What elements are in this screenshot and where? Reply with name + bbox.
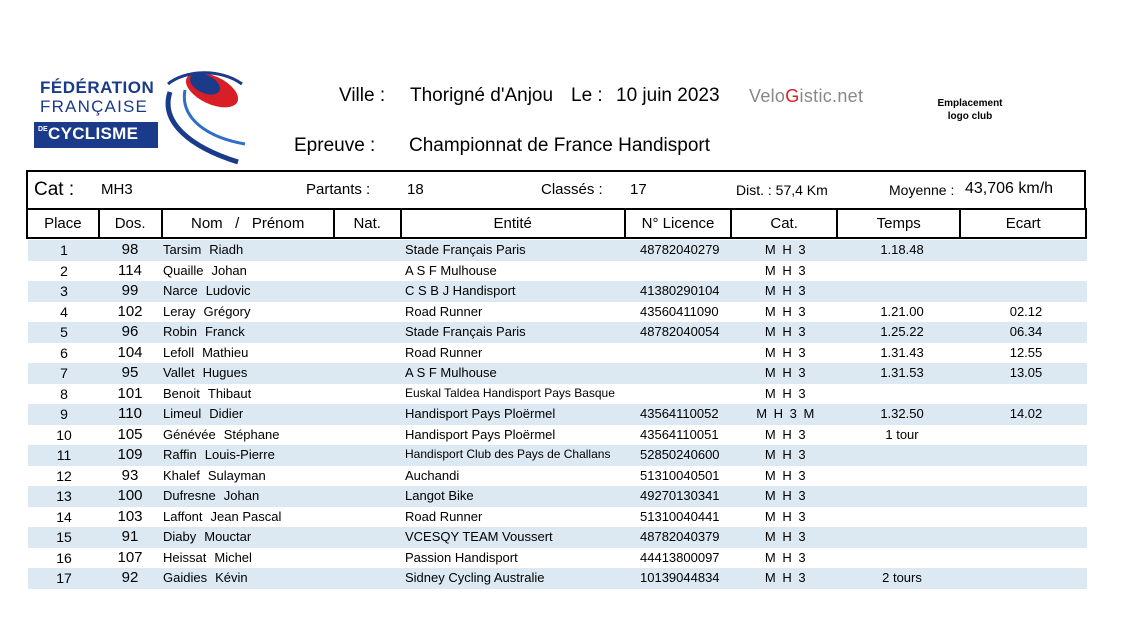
cyclist-swoosh-icon	[150, 62, 260, 167]
place-cell: 16	[56, 549, 72, 566]
table-row	[28, 343, 1087, 364]
nom-prenom-cell	[163, 283, 251, 298]
prenom-text: Mouctar	[204, 529, 252, 544]
temps-cell: 1.31.53	[880, 365, 924, 380]
dos-cell: 110	[118, 405, 142, 422]
prenom-text: Didier	[209, 406, 244, 421]
cat-cell: M H 3	[764, 447, 808, 462]
nom-prenom-cell	[163, 468, 266, 483]
velogistic-brand	[749, 86, 863, 107]
results-table	[28, 240, 1087, 589]
nom-prenom-cell	[163, 345, 248, 360]
nom-prenom-cell	[163, 263, 247, 278]
table-row	[28, 281, 1087, 302]
place-cell: 14	[56, 508, 72, 525]
entite-cell: Handisport Pays Ploërmel	[405, 426, 556, 442]
place-cell: 11	[56, 447, 72, 463]
place-cell: 9	[60, 406, 68, 422]
dos-cell: 103	[117, 507, 143, 525]
prenom-text: Mathieu	[202, 344, 249, 360]
table-row	[28, 240, 1087, 261]
nom-prenom-cell	[163, 550, 252, 565]
nom-text: Lefoll	[163, 344, 195, 360]
cat-cell: M H 3	[764, 529, 808, 544]
entite-cell: Passion Handisport	[405, 549, 518, 565]
temps-cell: 1.32.50	[880, 406, 924, 421]
licence-cell: 51310040501	[640, 467, 720, 483]
place-cell: 5	[60, 324, 68, 340]
table-row	[28, 445, 1087, 466]
table-row	[28, 322, 1087, 343]
table-row	[28, 568, 1087, 589]
moyenne-label: Moyenne :	[889, 182, 955, 198]
table-row	[28, 261, 1087, 282]
table-row	[28, 527, 1087, 548]
entite-cell: Stade Français Paris	[405, 324, 526, 339]
club-logo-placeholder	[910, 97, 1030, 123]
ecart-cell: 13.05	[1009, 365, 1043, 380]
cat-value: MH3	[101, 181, 133, 198]
nom-prenom-cell	[163, 386, 251, 401]
table-row	[28, 507, 1087, 528]
dos-cell: 109	[117, 446, 143, 463]
ville-label: Ville :	[339, 85, 386, 106]
prenom-text: Franck	[204, 324, 245, 339]
club-line-1: Emplacement	[937, 98, 1003, 109]
moyenne-value: 43,706 km/h	[965, 180, 1054, 197]
column-header	[26, 208, 1087, 239]
brand-part-1: Velo	[749, 86, 786, 106]
nom-text: Génévée	[163, 426, 216, 442]
nom-text: Tarsim	[163, 242, 202, 257]
table-row	[28, 466, 1087, 487]
entite-cell: Handisport Pays Ploërmel	[405, 406, 556, 421]
place-cell: 15	[56, 529, 72, 545]
cat-cell: M H 3	[764, 467, 808, 483]
nom-prenom-cell	[163, 509, 281, 524]
dos-cell: 99	[121, 282, 139, 299]
prenom-text: Michel	[214, 549, 252, 565]
nom-text: Khalef	[163, 467, 200, 483]
table-row	[28, 548, 1087, 569]
licence-cell: 43560411090	[640, 303, 719, 319]
entite-cell: Euskal Taldea Handisport Pays Basque	[405, 385, 615, 400]
nom-text: Laffont	[163, 508, 203, 524]
epreuve-value: Championnat de France Handisport	[409, 135, 711, 156]
nom-prenom-cell	[163, 304, 251, 319]
entite-cell: Auchandi	[405, 467, 460, 483]
dos-cell: 98	[121, 241, 139, 258]
logo-line-federation: FÉDÉRATION	[40, 78, 155, 97]
temps-cell: 1.18.48	[880, 242, 924, 257]
ville-value: Thorigné d'Anjou	[410, 85, 554, 106]
cat-cell: M H 3	[764, 426, 808, 442]
place-cell: 2	[60, 262, 68, 279]
cat-cell: M H 3	[764, 385, 808, 401]
classes-label: Classés :	[541, 181, 603, 198]
nom-prenom-cell	[163, 488, 259, 503]
cat-cell: M H 3	[764, 242, 808, 257]
cat-cell: M H 3	[764, 303, 808, 319]
entite-cell: A S F Mulhouse	[405, 262, 497, 278]
table-row	[28, 302, 1087, 323]
cat-cell: M H 3 M	[756, 406, 816, 421]
temps-cell: 1.25.22	[880, 324, 924, 339]
nom-text: Leray	[163, 303, 196, 319]
col-entite: Entité	[402, 210, 626, 237]
cat-cell: M H 3	[764, 549, 808, 565]
place-cell: 17	[56, 570, 72, 586]
entite-cell: Sidney Cycling Australie	[405, 570, 545, 585]
distance: Dist. : 57,4 Km	[736, 182, 828, 198]
entite-cell: VCESQY TEAM Voussert	[405, 529, 553, 544]
nom-prenom-cell	[163, 427, 279, 442]
col-ecart: Ecart	[1005, 215, 1041, 232]
dos-cell: 95	[121, 364, 139, 381]
licence-cell: 41380290104	[640, 283, 720, 298]
category-band	[26, 170, 1086, 208]
col-place: Place	[28, 210, 100, 237]
place-cell: 13	[56, 488, 72, 504]
nom-text: Vallet	[163, 365, 195, 380]
temps-cell: 1.31.43	[880, 344, 924, 360]
licence-cell: 48782040054	[640, 324, 720, 339]
licence-cell: 44413800097	[640, 549, 720, 565]
dos-cell: 114	[118, 261, 142, 279]
ecart-cell: 14.02	[1009, 406, 1043, 421]
cat-cell: M H 3	[764, 570, 808, 585]
dos-cell: 100	[117, 487, 143, 504]
partants-label: Partants :	[306, 181, 371, 198]
place-cell: 7	[60, 365, 68, 381]
entite-cell: Road Runner	[405, 508, 483, 524]
temps-cell: 1 tour	[885, 426, 919, 442]
club-line-2: logo club	[947, 111, 993, 122]
dos-cell: 102	[117, 302, 143, 320]
partants-value: 18	[407, 181, 424, 198]
ecart-cell: 06.34	[1009, 324, 1043, 339]
logo-de: DE	[38, 126, 48, 133]
place-cell: 8	[60, 385, 68, 402]
table-row	[28, 486, 1087, 507]
place-cell: 6	[60, 344, 68, 361]
ecart-cell: 12.55	[1009, 344, 1043, 360]
logo-line-francaise: FRANÇAISE	[40, 97, 149, 116]
nom-text: Limeul	[163, 406, 202, 421]
dos-cell: 93	[121, 466, 139, 484]
dos-cell: 92	[121, 569, 139, 586]
entite-cell: Langot Bike	[405, 488, 474, 503]
nom-text: Benoit	[163, 385, 200, 401]
nom-prenom-cell	[163, 242, 243, 257]
prenom-text: Stéphane	[223, 426, 280, 442]
dos-cell: 91	[121, 528, 139, 545]
cat-cell: M H 3	[764, 488, 808, 503]
cat-cell: M H 3	[764, 324, 808, 339]
place-cell: 4	[60, 303, 68, 320]
col-nom-prenom: Nom / Prénom	[163, 210, 335, 237]
prenom-text: Johan	[211, 262, 247, 278]
nom-prenom-cell	[163, 365, 247, 380]
licence-cell: 10139044834	[640, 570, 720, 585]
col-temps: Temps	[838, 210, 962, 237]
table-row	[28, 425, 1087, 446]
table-row	[28, 363, 1087, 384]
brand-part-3: istic.net	[799, 86, 864, 106]
temps-cell: 1.21.00	[880, 303, 924, 319]
cat-label: Cat :	[34, 179, 75, 200]
col-nat: Nat.	[335, 210, 402, 237]
table-row	[28, 404, 1087, 425]
ecart-cell: 02.12	[1009, 303, 1043, 319]
prenom-text: Jean Pascal	[210, 508, 282, 524]
prenom-text: Ludovic	[205, 283, 251, 298]
entite-cell: C S B J Handisport	[405, 283, 516, 298]
nom-prenom-cell	[163, 324, 245, 339]
nom-prenom-cell	[163, 406, 243, 421]
cat-cell: M H 3	[764, 344, 808, 360]
entite-cell: Road Runner	[405, 303, 483, 319]
licence-cell: 49270130341	[640, 488, 720, 503]
prenom-text: Louis-Pierre	[204, 447, 275, 462]
dos-cell: 101	[117, 384, 143, 402]
nom-text: Gaidies	[163, 570, 208, 585]
classes-value: 17	[630, 181, 647, 198]
cat-cell: M H 3	[764, 283, 808, 298]
licence-cell: 43564110051	[640, 426, 719, 442]
licence-cell: 48782040279	[640, 242, 720, 257]
prenom-text: Kévin	[215, 570, 248, 585]
prenom-text: Johan	[223, 488, 260, 503]
entite-cell: Stade Français Paris	[405, 242, 526, 257]
prenom-text: Riadh	[209, 242, 244, 257]
ffc-logo	[30, 62, 265, 167]
nom-prenom-cell	[163, 529, 251, 544]
cat-cell: M H 3	[764, 262, 808, 278]
licence-cell: 48782040379	[640, 529, 720, 544]
dos-cell: 107	[117, 548, 143, 566]
place-cell: 3	[60, 283, 68, 299]
nom-text: Robin	[163, 324, 197, 339]
temps-cell: 2 tours	[882, 570, 922, 585]
date-value: 10 juin 2023	[616, 85, 720, 106]
licence-cell: 51310040441	[640, 508, 720, 524]
entite-cell: Handisport Club des Pays de Challans	[405, 447, 611, 461]
nom-prenom-cell	[163, 570, 248, 585]
dos-cell: 104	[117, 343, 143, 361]
prenom-text: Hugues	[202, 365, 248, 380]
dos-cell: 96	[121, 323, 139, 340]
epreuve-label: Epreuve :	[294, 135, 376, 156]
entite-cell: Road Runner	[405, 344, 483, 360]
cat-cell: M H 3	[764, 365, 808, 380]
nom-text: Quaille	[163, 262, 204, 278]
nom-text: Narce	[163, 283, 198, 298]
prenom-text: Sulayman	[207, 467, 266, 483]
nom-text: Diaby	[163, 529, 197, 544]
date-label: Le :	[571, 85, 603, 106]
table-row	[28, 384, 1087, 405]
place-cell: 1	[60, 242, 68, 258]
prenom-text: Grégory	[203, 303, 251, 319]
col-cat: Cat.	[732, 210, 838, 237]
place-cell: 10	[56, 426, 72, 443]
nom-text: Heissat	[163, 549, 207, 565]
place-cell: 12	[56, 467, 72, 484]
dos-cell: 105	[117, 425, 143, 443]
nom-prenom-cell	[163, 447, 275, 462]
brand-part-2: G	[785, 86, 800, 106]
nom-text: Dufresne	[163, 488, 216, 503]
logo-line-cyclisme: CYCLISME	[48, 124, 139, 143]
licence-cell: 52850240600	[640, 447, 720, 462]
nom-text: Raffin	[163, 447, 197, 462]
licence-cell: 43564110052	[640, 406, 719, 421]
cat-cell: M H 3	[764, 508, 808, 524]
col-licence: N° Licence	[626, 210, 733, 237]
col-dos: Dos.	[100, 210, 163, 237]
prenom-text: Thibaut	[207, 385, 252, 401]
entite-cell: A S F Mulhouse	[405, 365, 497, 380]
